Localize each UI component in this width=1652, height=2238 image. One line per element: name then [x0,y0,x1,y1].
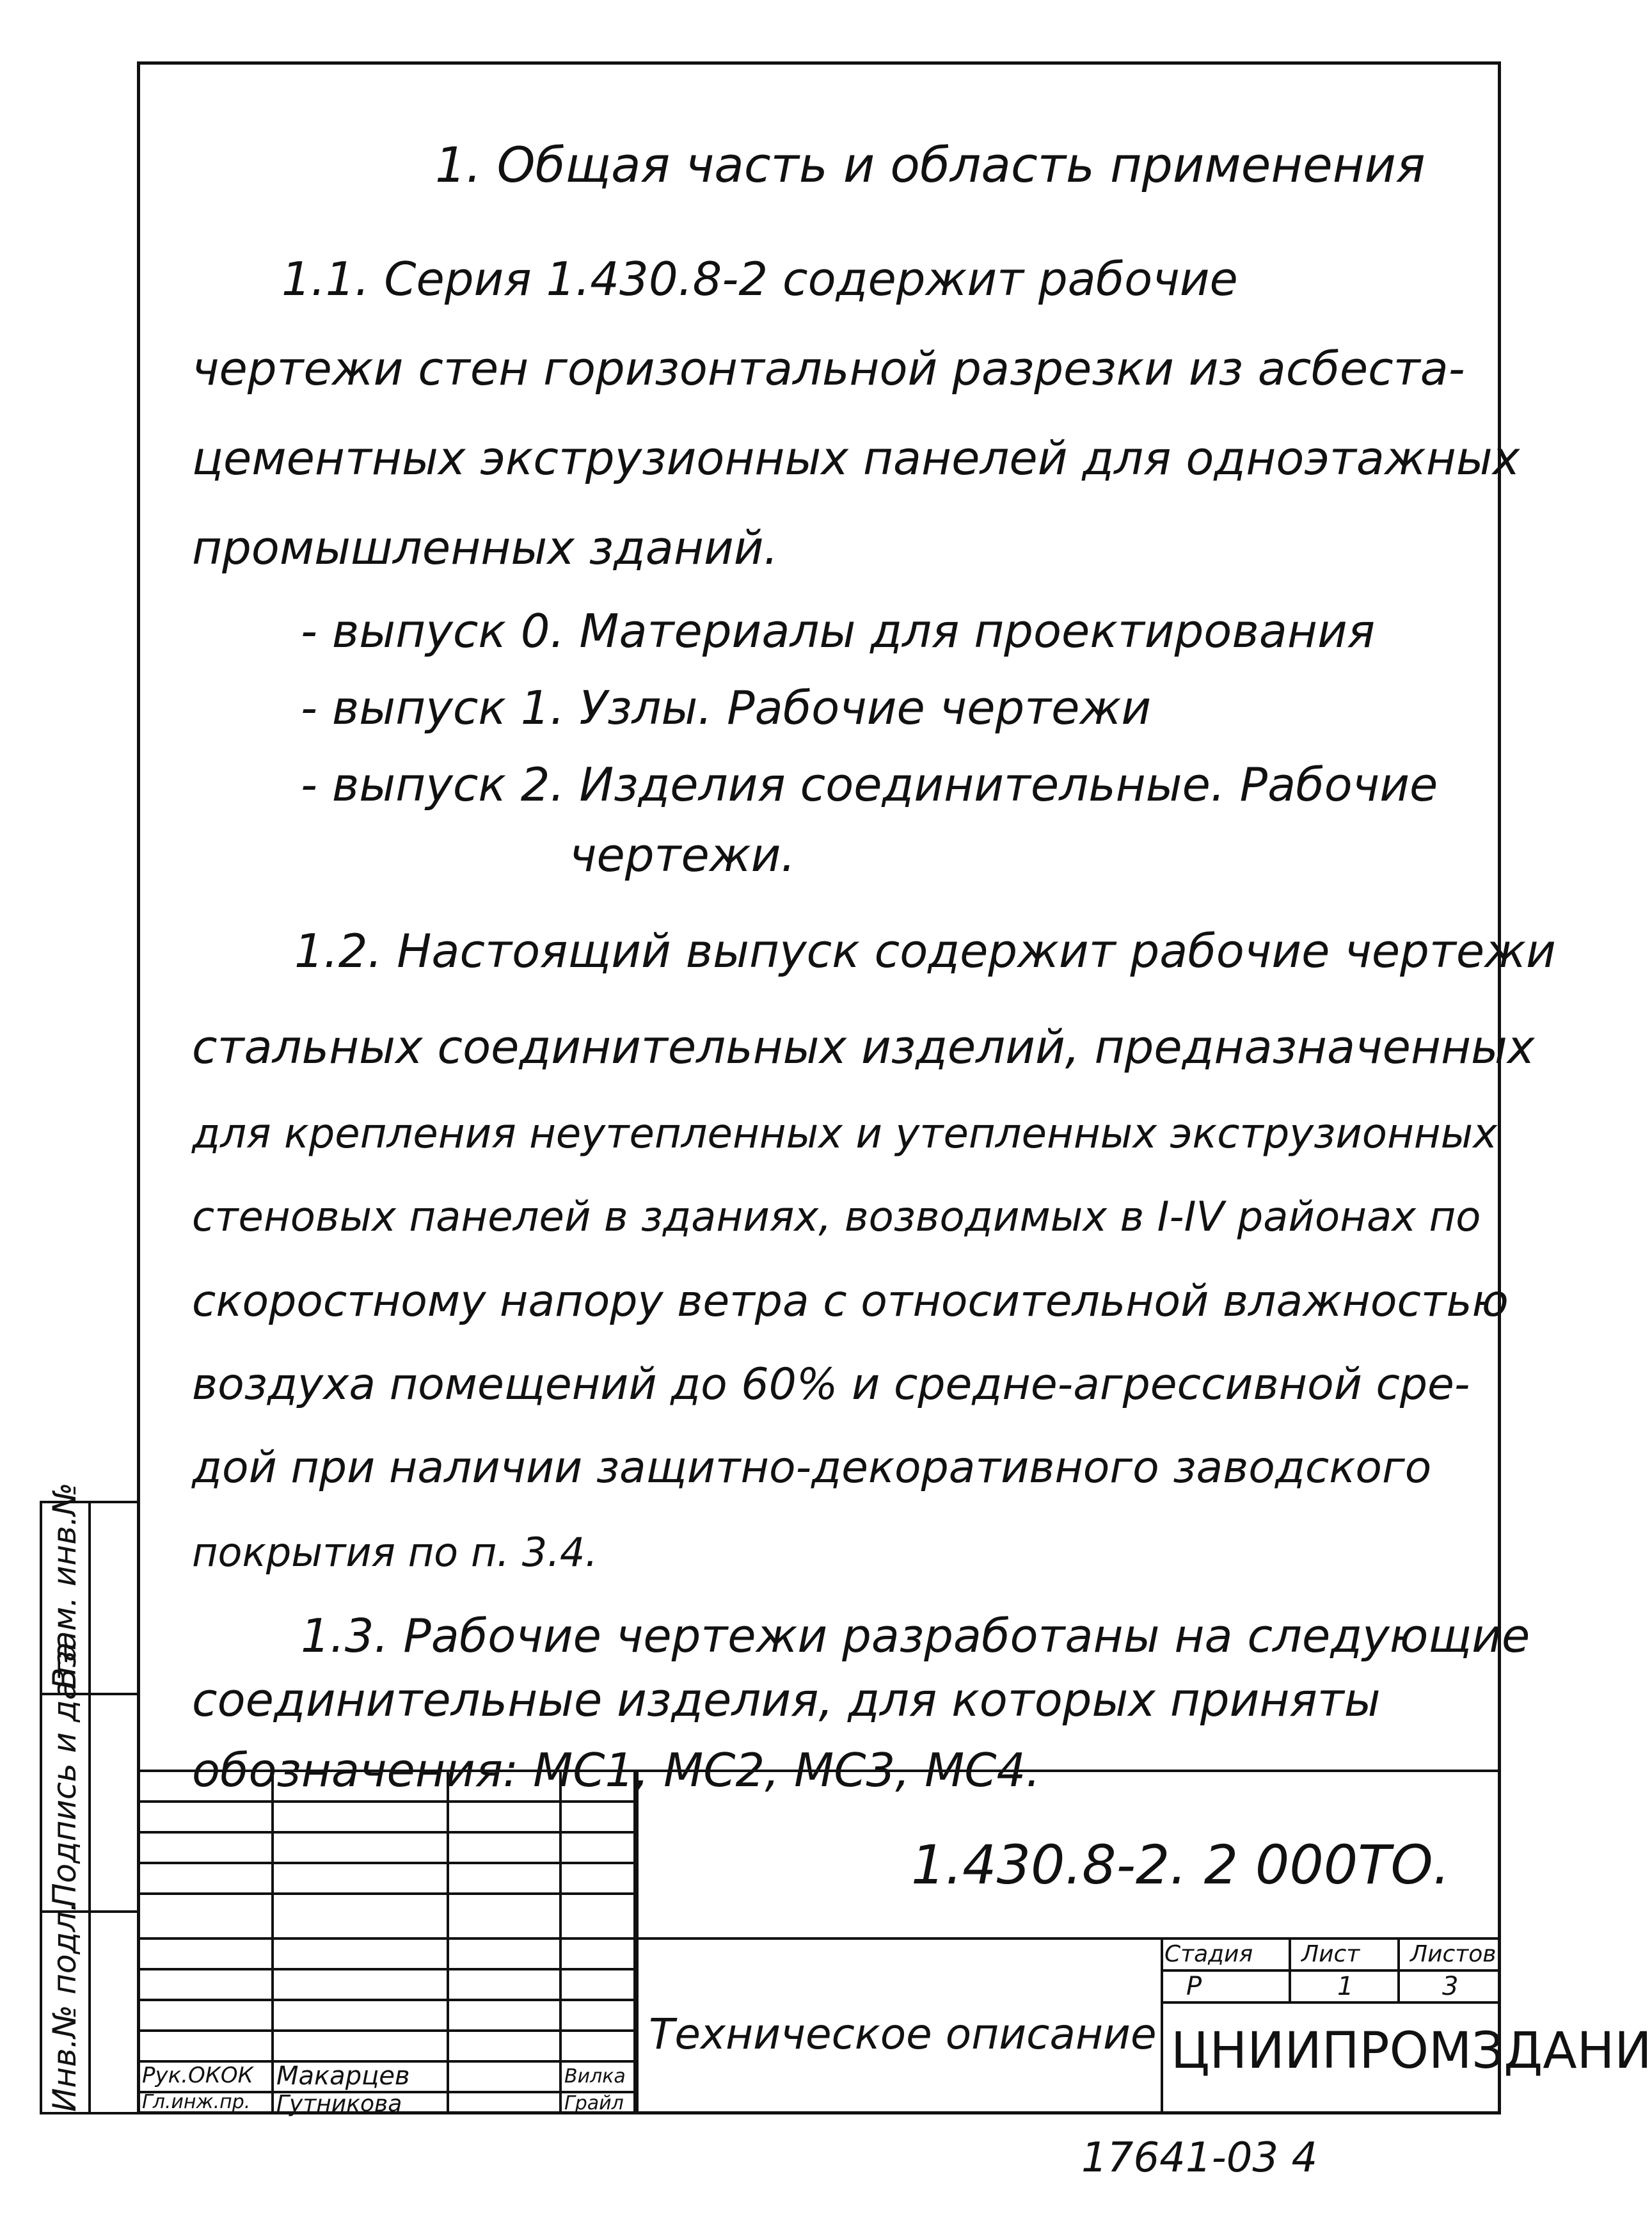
side-strip-left-border [40,1501,42,2114]
stamp-row-line [137,1862,636,1864]
stamp-col-line [271,1770,274,2114]
p3-line: обозначения: МС1, МС2, МС3, МС4. [192,1743,1041,1797]
footer-number: 17641-03 4 [1081,2134,1318,2182]
p1-line3: цементных экструзионных панелей для одноэтажных [192,431,1520,485]
p2-line: стальных соединительных изделий, предназначенных [192,1020,1535,1074]
stamp-col-line [559,1770,562,2114]
p1-line2: чертежи стен горизонтальной разрезки из асбеста- [192,342,1465,396]
stadiya-label: Стадия [1164,1941,1253,1967]
list-item: - выпуск 1. Узлы. Рабочие чертежи [301,681,1152,735]
stamp-col-line [636,1770,639,2114]
side-strip-divider [88,1501,91,2114]
p2-line: стеновых панелей в зданиях, возводимых в I-IV районах по [192,1194,1481,1241]
stadiya-value: Р [1186,1972,1202,2001]
stamp-row-line [137,1999,636,2001]
list-item: - выпуск 0. Материалы для проектирования [301,604,1376,658]
signature-2: Грайл [564,2092,624,2114]
listov-label: Листов [1410,1941,1497,1967]
p2-line: скоростному напору ветра с относительной влажностью [192,1276,1509,1327]
stamp-row-line-wide [137,1937,1501,1940]
p1-line1: 1.1. Серия 1.430.8-2 содержит рабочие [282,252,1238,306]
stamp-main-divider [633,1770,636,2114]
list-value: 1 [1337,1972,1354,2001]
p2-line: для крепления неутепленных и утепленных экструзионных [192,1110,1498,1158]
stamp-row-line [137,1800,636,1803]
stamp-row-line [137,1892,636,1895]
doc-title: Техническое описание [649,2010,1157,2059]
signature-1: Вилка [564,2065,626,2088]
inv-podl-label: Инв.№ подл. [46,1901,83,2112]
stamp-row-line [1161,2001,1501,2004]
p2-line: дой при наличии защитно-декоративного заводского [192,1443,1432,1493]
list-item-continuation: чертежи. [569,828,796,882]
stamp-row-line [137,2029,636,2032]
p3-line: 1.3. Рабочие чертежи разработаны на следующие [301,1609,1530,1663]
stamp-col-line [1161,1937,1163,2114]
p3-line: соединительные изделия, для которых приняты [192,1673,1381,1727]
stamp-row-line [137,1831,636,1834]
p1-line4: промышленных зданий. [192,521,779,575]
role-2: Гл.инж.пр. [142,2091,251,2113]
role-1: Рук.ОКОК [142,2063,253,2088]
title-block [137,1770,1652,2117]
list-item: - выпуск 2. Изделия соединительные. Рабочие [301,758,1438,811]
name-1: Макарцев [276,2061,410,2091]
section-title: 1. Общая часть и область применения [435,136,1426,193]
side-strip [40,1482,137,2114]
side-strip-bottom-line [40,2112,137,2114]
listov-value: 3 [1442,1972,1459,2001]
stamp-col-line [447,1770,449,2114]
p2-line: 1.2. Настоящий выпуск содержит рабочие чертежи [294,924,1556,978]
organization-name: ЦНИИПРОМЗДАНИ [1171,2022,1652,2080]
stamp-row-line [137,1968,636,1970]
podpis-data-label: Подпись и дата [46,1642,83,1907]
name-2: Гутникова [276,2091,402,2117]
stamp-top-line [137,1770,1501,1772]
vzam-inv-label: Взам. инв.№ [46,1482,83,1690]
p2-line: воздуха помещений до 60% и средне-агрессивной сре- [192,1359,1470,1410]
p2-line: покрытия по п. 3.4. [192,1529,598,1576]
list-label: Лист [1301,1941,1360,1967]
doc-code: 1.430.8-2. 2 000ТО. [911,1834,1450,1896]
